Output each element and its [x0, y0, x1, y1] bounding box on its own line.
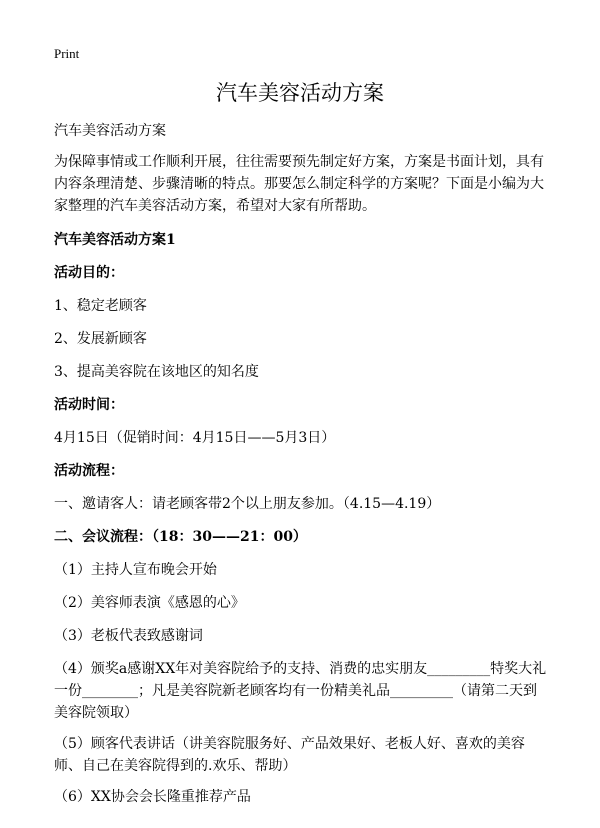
list-item: （3）老板代表致感谢词	[54, 628, 203, 644]
list-item: （6）XX协会会长隆重推荐产品	[54, 789, 251, 805]
list-item: 2、发展新顾客	[54, 331, 147, 347]
intro-paragraph: 为保障事情或工作顺利开展，往往需要预先制定好方案，方案是书面计划，具有内容条理清楚、步骤清晰的特点。那要怎么制定科学的方案呢？下面是小编为大家整理的汽车美容活动方案，希望对大家有所帮助。	[54, 154, 544, 214]
meeting-steps	[54, 559, 550, 808]
time-text: 4月15日（促销时间：4月15日——5月3日）	[54, 430, 336, 446]
list-item: 3、提高美容院在该地区的知名度	[54, 364, 259, 380]
list-item: 1、稳定老顾客	[54, 298, 147, 314]
goal-list	[54, 295, 550, 383]
invite-text: 一、邀请客人：请老顾客带2个以上朋友参加。（4.15—4.19）	[54, 496, 441, 512]
goal-heading: 活动目的：	[54, 265, 124, 281]
time-heading: 活动时间：	[54, 397, 124, 413]
list-item: （4）颁奖a感谢XX年对美容院给予的支持、消费的忠实朋友_________特奖大礼一份________；凡是美容院新老顾客均有一份精美礼品_________（请第二天到美容院领取）	[54, 661, 547, 721]
document-body	[54, 120, 550, 819]
meeting-heading: 二、会议流程：（18：30——21：00）	[54, 529, 307, 545]
list-item: （5）顾客代表讲话（讲美容院服务好、产品效果好、老板人好、喜欢的美容师、自己在美容院得到的.欢乐、帮助）	[54, 736, 525, 774]
flow-heading: 活动流程：	[54, 463, 124, 479]
document-subtitle: 汽车美容活动方案	[54, 123, 166, 139]
list-item: （2）美容师表演《感恩的心》	[54, 595, 245, 611]
plan-title: 汽车美容活动方案1	[54, 232, 176, 248]
document-title: 汽车美容活动方案	[216, 81, 384, 105]
print-label: Print	[54, 46, 80, 61]
list-item: （1）主持人宣布晚会开始	[54, 562, 217, 578]
